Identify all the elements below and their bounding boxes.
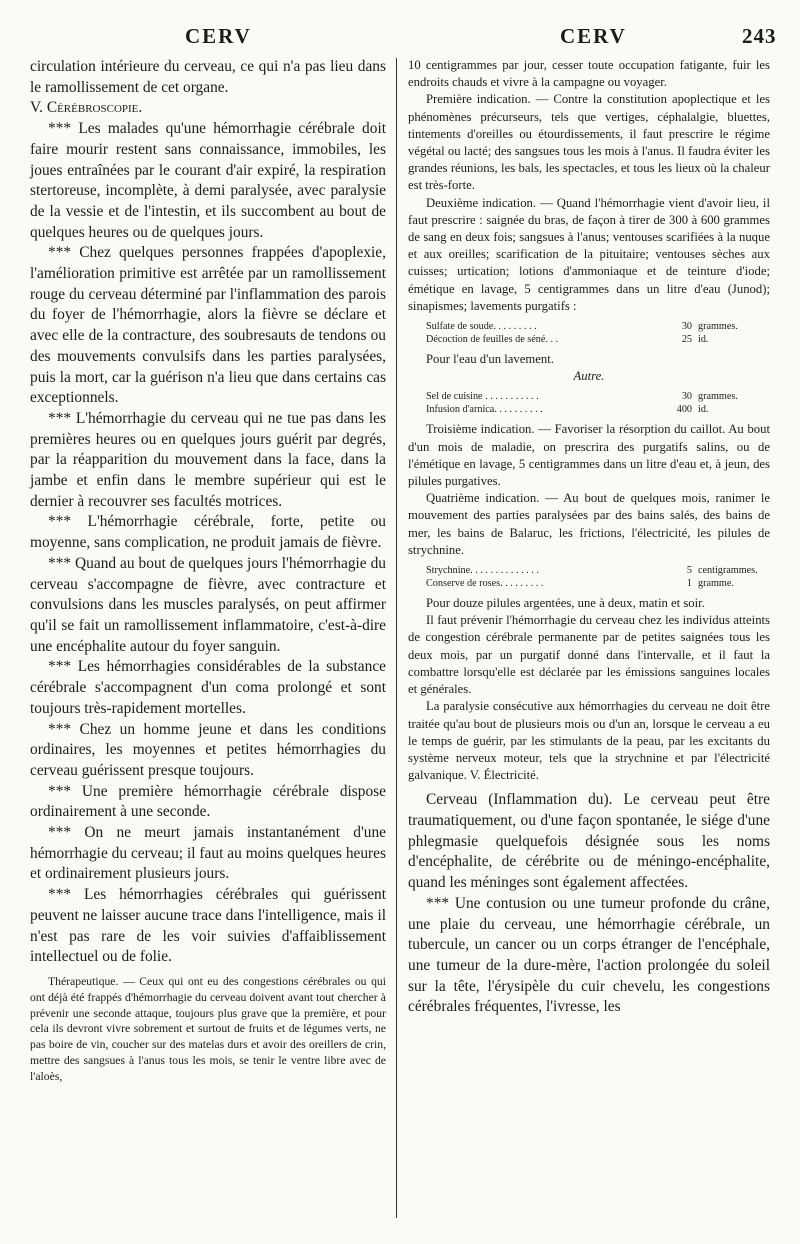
paragraph: Il faut prévenir l'hémorrhagie du cerveau chez les individus atteints de congestion cérébrale permanente par de petites saignées tous les deux mois, par un purgatif donné dans l'intervalle, et il faut la combattre lorsqu'elle est déclarée par les émissions sanguines locales et générales. xyxy=(408,613,770,697)
left-column xyxy=(30,57,386,1085)
paragraph: La paralysie consécutive aux hémorrhagies du cerveau ne doit être traitée qu'au bout de plusieurs mois ou d'un an, lorsque le cerveau a eu le temps de guérir, par les stimulants de la peau, par les excitants du système nerveux moteur, tels que la strychnine et par l'électricité galvanique. V. Électricité. xyxy=(408,699,770,783)
recipe-strychnine xyxy=(426,564,770,590)
recipe-other xyxy=(426,390,770,416)
paragraph: *** Les hémorrhagies considérables de la substance cérébrale s'accompagnent d'un coma prolongé et sont toujours très-rapidement mortelles. xyxy=(30,658,386,717)
cross-reference: V. Cérébroscopie. xyxy=(30,99,143,117)
paragraph: Pour douze pilules argentées, une à deux, matin et soir. xyxy=(426,596,705,611)
paragraph: *** L'hémorrhagie cérébrale, forte, petite ou moyenne, sans complication, ne produit jamais de fièvre. xyxy=(30,513,386,552)
paragraph: *** On ne meurt jamais instantanément d'une hémorrhagie du cerveau; il faut au moins quelques heures et ordinairement plusieurs jours. xyxy=(30,824,386,883)
running-header xyxy=(0,14,800,54)
recipe-note: Pour l'eau d'un lavement. xyxy=(426,352,554,367)
paragraph: *** Une contusion ou une tumeur profonde du crâne, une plaie du cerveau, une hémorrhagie cérébrale, un tubercule, un cancer ou un corps étranger de l'encéphale, une tumeur de la dure-mère, l'action prolongée du soleil sur la tête, l'érysipèle du cuir chevelu, les congestions cérébrales fréquentes, l'ivresse, les xyxy=(408,894,770,1016)
recipe-purgative xyxy=(426,320,770,346)
fourth-indication: Quatrième indication. — Au bout de quelques mois, ranimer le mouvement des parties paralysées par des bains salés, des bains de mer, les bains de Balaruc, les frictions, l'électricité, les pilules de strychnine. xyxy=(408,491,770,557)
paragraph: circulation intérieure du cerveau, ce qui n'a pas lieu dans le ramollissement de cet organe. xyxy=(30,58,386,96)
page-number: 243 xyxy=(742,24,777,48)
left-running-title: CERV xyxy=(185,24,252,48)
second-indication: Deuxième indication. — Quand l'hémorrhagie vient d'avoir lieu, il faut prescrire : saignée du bras, de façon à tirer de 300 à 600 grammes de sang en deux fois; sangsues à l'anus; ventouses scarifiées à la nuque et aux oreilles; scarification de la pituitaire; ventouses sèches aux cuisses; urtication; lotions d'ammoniaque et de teinture d'iode; émétique en lavage, 5 centigrammes dans un litre d'eau (Junod); sinapismes; lavements purgatifs : xyxy=(408,195,770,313)
paragraph: *** Les hémorrhagies cérébrales qui guérissent peuvent ne laisser aucune trace dans l'intelligence, mais il n'est pas rare de les voir suivies d'affaiblissement intellectuel ou de folie. xyxy=(30,886,386,966)
paragraph: *** Chez quelques personnes frappées d'apoplexie, l'amélioration primitive est arrêtée par un ramollissement rouge du cerveau déterminé par l'inflammation des parois du foyer de l'hémorrhagie, alors la fièvre se déclare et avec elle de la contracture, des soubresauts de tendons ou des mouvements convulsifs dans les parties paralysées, puis la mort, car la guérison n'a lieu que dans certains cas exceptionnels. xyxy=(30,244,386,407)
recipe-line: Sel de cuisine . . . . . . . . . . . 30 grammes. xyxy=(426,391,738,403)
recipe-line: Sulfate de soude. . . . . . . . . 30 grammes. xyxy=(426,321,738,333)
paragraph: *** Les malades qu'une hémorrhagie cérébrale doit faire mourir restent sans connaissance, immobiles, les joues entraînées par le courant d'air expiré, la respiration stertoreuse, incomplète, à demi paralysée, avec paralysie de la vessie et de l'intestin, et ils succombent au bout de quelques heures ou de quelques jours. xyxy=(30,120,386,241)
first-indication: Première indication. — Contre la constitution apoplectique et les phénomènes précurseurs, tels que vertiges, céphalalgie, bluettes, tintements d'oreilles ou étourdissements, il faut prescrire le régime végétal ou lacté; des sangsues tous les mois à l'anus. Il faudra éviter les grandes réunions, les bals, les spectacles, et tous les lieux où la chaleur est très-forte. xyxy=(408,92,770,193)
paragraph: *** Chez un homme jeune et dans les conditions ordinaires, les moyennes et petites hémorrhagies du cerveau guérissent presque toujours. xyxy=(30,720,386,779)
recipe-heading: Autre. xyxy=(573,369,605,384)
entry-cerveau-inflammation: Cerveau (Inflammation du). Le cerveau peut être traumatiquement, ou d'une façon spontanée, le siége d'une phlegmasie quelquefois désignée sous les noms d'encéphalite, de cérébrite ou de méningo-encéphalite, quand les méninges sont également affectées. xyxy=(408,791,770,892)
therapeutics-paragraph: Thérapeutique. — Ceux qui ont eu des congestions cérébrales ou qui ont déjà été frappés d'hémorrhagie du cerveau doivent avant tout chercher à prévenir une seconde attaque, toujours plus grave que la première, et pour cela ils devront vivre sobrement et surtout de fruits et de légumes verts, ne pas boire de vin, coucher sur des matelas durs et avoir des oreillers de crin, mettre des sangsues à l'anus tous les mois, se tenir le ventre libre avec de l'aloès, xyxy=(30,974,386,1083)
third-indication: Troisième indication. — Favoriser la résorption du caillot. Au bout d'un mois de maladie, on prescrira des purgatifs salins, ou de l'émétique en lavage, 5 centigrammes dans un litre d'eau et, à jeun, des pilules purgatives. xyxy=(408,422,770,489)
right-column xyxy=(408,57,770,1018)
right-running-title: CERV xyxy=(560,24,627,48)
paragraph: *** Une première hémorrhagie cérébrale dispose ordinairement à une seconde. xyxy=(30,782,386,821)
paragraph: *** Quand au bout de quelques jours l'hémorrhagie du cerveau s'accompagne de fièvre, avec contracture et convulsions dans les muscles paralysés, on peut affirmer qu'il se fait un ramollissement inflammatoire, c'est-à-dire une encéphalite autour du foyer sanguin. xyxy=(30,554,386,655)
column-divider xyxy=(396,58,397,1218)
paragraph: 10 centigrammes par jour, cesser toute occupation fatigante, fuir les endroits chauds et vivre à la campagne ou voyager. xyxy=(408,58,770,90)
paragraph: *** L'hémorrhagie du cerveau qui ne tue pas dans les premières heures ou en quelques jours guérit par degrés, par la réapparition du mouvement dans la face, dans la jambe et enfin dans le membre supérieur qui est le dernier à recouvrer ses facultés motrices. xyxy=(30,409,386,510)
recipe-line: Strychnine. . . . . . . . . . . . . . 5 centigrammes. xyxy=(426,565,758,577)
recipe-line: Décoction de feuilles de séné. . . 25 id. xyxy=(426,334,709,346)
recipe-line: Infusion d'arnica. . . . . . . . . . 400 id. xyxy=(426,404,709,416)
recipe-line: Conserve de roses. . . . . . . . . 1 gramme. xyxy=(426,578,734,590)
